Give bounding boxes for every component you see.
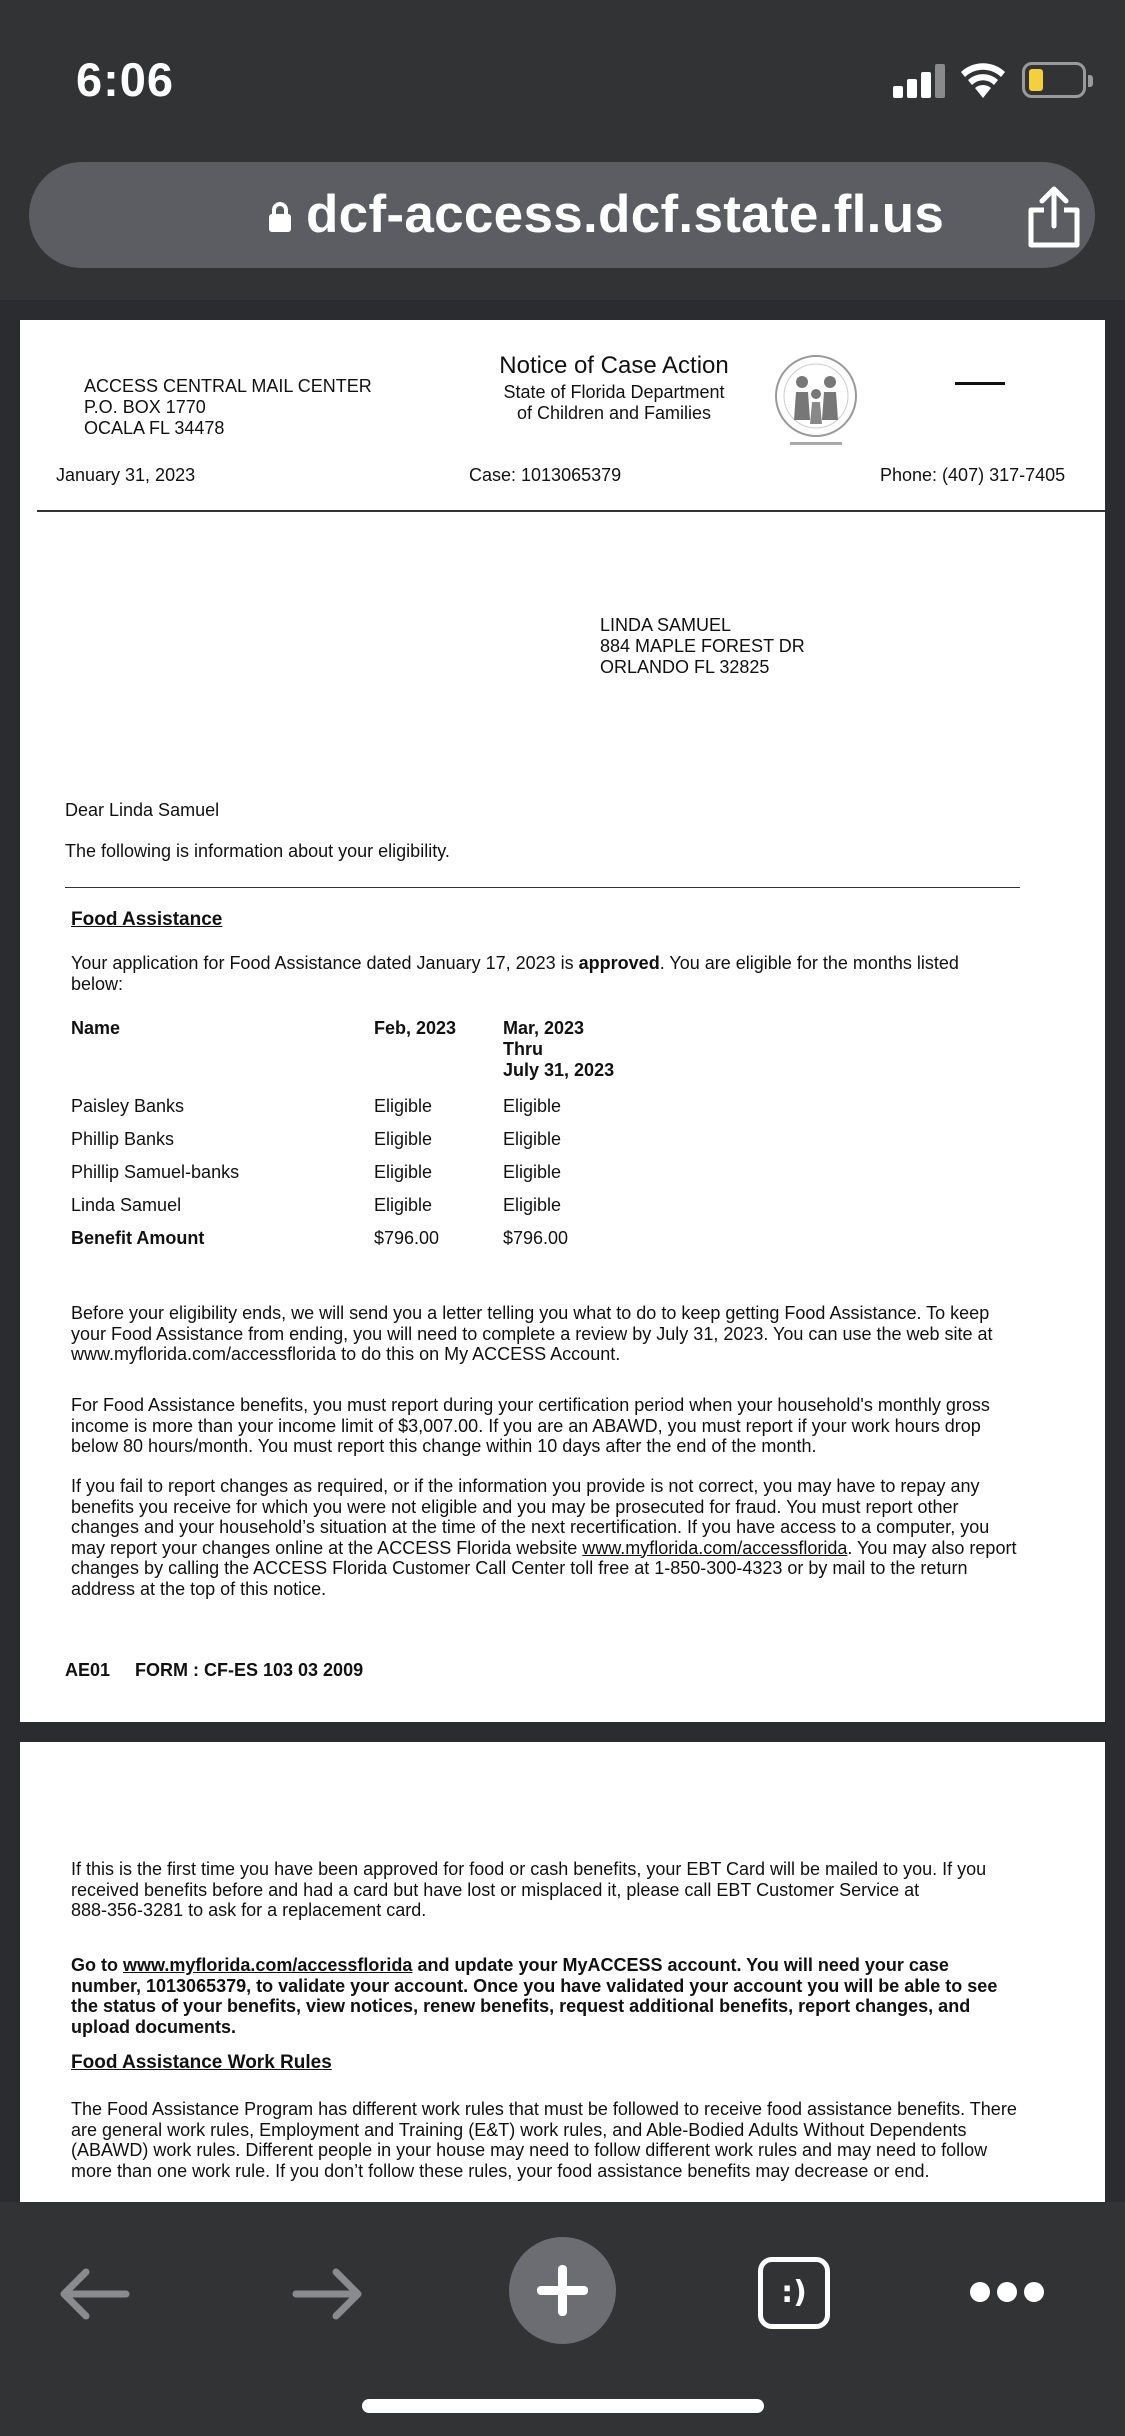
table-row-name: Phillip Samuel-banks	[71, 1162, 240, 1182]
table-row-col2: Eligible	[503, 1195, 562, 1215]
ebt-paragraph: If this is the first time you have been approved for food or cash benefits, your EBT Card will be mailed to you. If you received benefits before and had a card but have lost or misplaced it, please call EBT Customer Service at 888-356-3281 to ask for a replacement card.	[71, 1859, 987, 1920]
new-tab-button[interactable]	[509, 2237, 616, 2344]
forward-arrow-icon[interactable]	[290, 2264, 366, 2324]
more-icon[interactable]	[970, 2282, 1044, 2302]
cellular-signal-icon	[893, 64, 945, 98]
table-header-col2-line1: Mar, 2023	[503, 1018, 585, 1038]
section-divider	[65, 887, 1020, 888]
back-arrow-icon[interactable]	[56, 2264, 132, 2324]
notice-title: Notice of Case Action	[499, 352, 729, 379]
header-divider	[37, 510, 1105, 512]
browser-address-area	[0, 150, 1125, 300]
tabs-button[interactable]: :)	[758, 2257, 830, 2329]
notice-page-1	[20, 320, 1105, 1722]
lock-icon	[269, 202, 291, 232]
recipient-line-1: LINDA SAMUEL	[600, 615, 732, 635]
work-rules-paragraph: The Food Assistance Program has different work rules that must be followed to receive food assistance benefits. There are general work rules, Employment and Training (E&T) work rules, and Able-Bodied Adults Without Dependents (ABAWD) work rules. Different people in your house may need to follow different work rules and may need to follow more than one work rule. If you don’t follow these rules, your food assistance benefits may decrease or end.	[71, 2099, 1017, 2181]
battery-icon	[1022, 62, 1086, 98]
table-header-col2-line2: Thru	[503, 1039, 543, 1059]
table-row-col1: Eligible	[374, 1162, 433, 1182]
status-bar	[0, 0, 1125, 150]
changes-paragraph: If you fail to report changes as required, or if the information you provide is not correct, you may have to repay any benefits you receive for which you were not eligible and you may be prosecuted for fraud. You must report other changes and your household’s situation at the time of the next recertification. If you have access to a computer, you may report your changes online at the ACCESS Florida website www.myflorida.com/accessflorida. You may also report changes by calling the ACCESS Florida Customer Call Center toll free at 1-850-300-4323 or by mail to the return address at the top of this notice.	[71, 1476, 1017, 1599]
goto-paragraph: Go to www.myflorida.com/accessflorida and update your MyACCESS account. You will need your case number, 1013065379, to validate your account. Once you have validated your account you will be able to see the status of your benefits, view notices, renew benefits, request additional benefits, report changes, and upload documents.	[71, 1955, 998, 2037]
agency-line-2: of Children and Families	[516, 403, 712, 423]
work-rules-title: Food Assistance Work Rules	[71, 2052, 332, 2073]
income-paragraph: For Food Assistance benefits, you must report during your certification period when your household's monthly gross income is more than your income limit of $3,007.00. If you are an ABAWD, you must report if your work hours drop below 80 hours/month. You must report this change within 10 days after the end of the month.	[71, 1395, 990, 1456]
dash-mark	[955, 382, 1005, 385]
benefit-amount-col2: $796.00	[503, 1228, 569, 1248]
recipient-line-2: 884 MAPLE FOREST DR	[600, 636, 805, 656]
table-row-col2: Eligible	[503, 1096, 562, 1116]
dcf-seal-icon	[766, 350, 866, 450]
wifi-icon	[960, 60, 1006, 100]
notice-date: January 31, 2023	[56, 465, 196, 485]
intro-text: The following is information about your eligibility.	[65, 841, 450, 861]
salutation: Dear Linda Samuel	[65, 800, 220, 820]
browser-toolbar	[0, 2202, 1125, 2436]
case-number: Case: 1013065379	[469, 465, 622, 485]
home-indicator[interactable]	[362, 2399, 764, 2413]
table-row-col1: Eligible	[374, 1096, 433, 1116]
accessflorida-link[interactable]: www.myflorida.com/accessflorida	[582, 1537, 848, 1558]
section-title: Food Assistance	[71, 909, 223, 930]
table-row-name: Phillip Banks	[71, 1129, 175, 1149]
application-line-1: Your application for Food Assistance dated January 17, 2023 is approved. You are eligible for the months listed	[71, 953, 959, 973]
form-code: AE01	[65, 1660, 111, 1680]
review-paragraph: Before your eligibility ends, we will send you a letter telling you what to do to keep getting Food Assistance. To keep your Food Assistance from ending, you will need to complete a review by July 31, 2023. You can use the web site at www.myflorida.com/accessflorida to do this on My ACCESS Account.	[71, 1303, 993, 1364]
table-header-name: Name	[71, 1018, 121, 1038]
table-row-name: Linda Samuel	[71, 1195, 182, 1215]
benefit-amount-col1: $796.00	[374, 1228, 440, 1248]
notice-page-2	[20, 1742, 1105, 2202]
agency-line-1: State of Florida Department	[503, 382, 725, 402]
table-row-name: Paisley Banks	[71, 1096, 185, 1116]
form-id: FORM : CF-ES 103 03 2009	[135, 1660, 364, 1680]
table-row-col2: Eligible	[503, 1129, 562, 1149]
status-time: 6:06	[76, 53, 175, 106]
recipient-line-3: ORLANDO FL 32825	[600, 657, 770, 677]
myaccess-link[interactable]: www.myflorida.com/accessflorida	[123, 1955, 413, 1975]
table-header-col1: Feb, 2023	[374, 1018, 457, 1038]
url-text[interactable]: dcf-access.dcf.state.fl.us	[306, 185, 945, 244]
table-row-col2: Eligible	[503, 1162, 562, 1182]
share-icon[interactable]	[1025, 186, 1083, 248]
benefit-amount-label: Benefit Amount	[71, 1228, 205, 1248]
table-header-col2-line3: July 31, 2023	[503, 1060, 615, 1080]
table-row-col1: Eligible	[374, 1195, 433, 1215]
phone-number: Phone: (407) 317-7405	[880, 465, 1066, 485]
sender-line-1: ACCESS CENTRAL MAIL CENTER	[84, 376, 372, 396]
table-row-col1: Eligible	[374, 1129, 433, 1149]
sender-line-2: P.O. BOX 1770	[84, 397, 206, 417]
application-line-2: below:	[71, 974, 124, 994]
sender-line-3: OCALA FL 34478	[84, 418, 225, 438]
address-bar[interactable]	[29, 162, 1095, 268]
